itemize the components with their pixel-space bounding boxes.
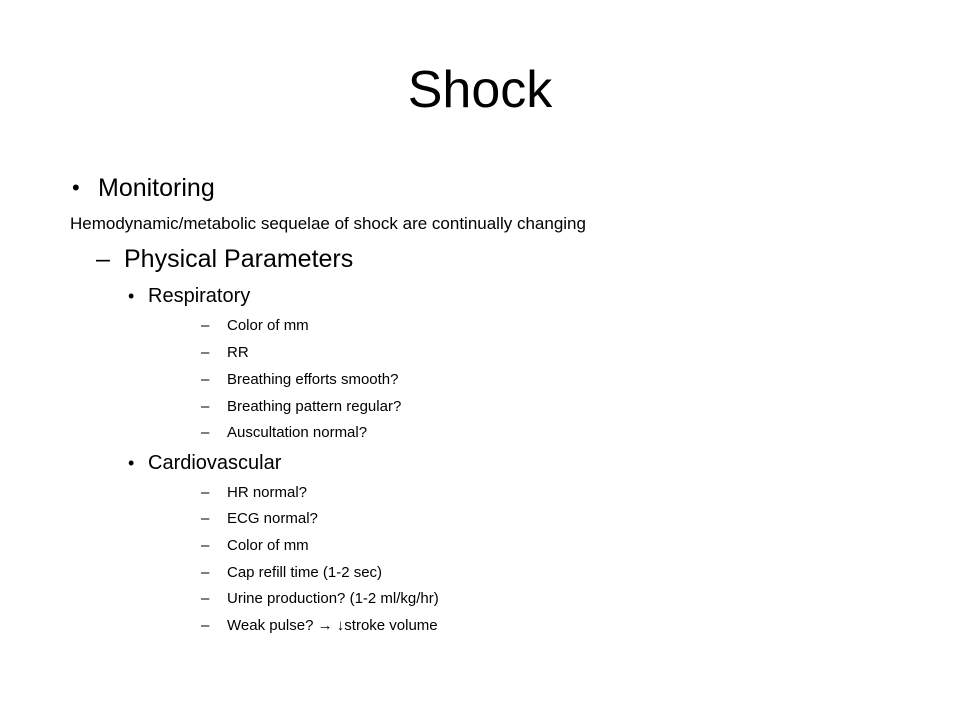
bullet-marker: • <box>128 286 135 306</box>
list-item-text: Weak pulse? → ↓stroke volume <box>227 617 438 634</box>
list-item <box>201 616 438 636</box>
list-item <box>201 370 399 390</box>
note-text: Hemodynamic/metabolic sequelae of shock are continually changing <box>70 214 586 233</box>
list-item <box>201 536 309 556</box>
list-item <box>201 343 249 363</box>
dash-marker: – <box>96 245 110 273</box>
list-item <box>201 483 308 503</box>
list-item-text: Auscultation normal? <box>227 424 368 441</box>
dash-marker: – <box>201 537 210 554</box>
list-item <box>201 397 402 417</box>
list-item-text: HR normal? <box>227 484 308 501</box>
list-item <box>201 563 383 583</box>
bullet-marker: • <box>128 453 135 473</box>
list-item-text: Breathing efforts smooth? <box>227 371 399 388</box>
list-item <box>201 423 368 443</box>
list-item-text: Urine production? (1-2 ml/kg/hr) <box>227 590 439 607</box>
list-item-text: Cap refill time (1-2 sec) <box>227 564 383 581</box>
dash-marker: – <box>201 510 210 527</box>
section-heading: Respiratory <box>148 285 251 307</box>
bullet-marker: • <box>72 175 80 200</box>
list-item <box>201 589 439 609</box>
bullet-text: Monitoring <box>98 174 215 202</box>
bullet-monitoring <box>72 172 215 204</box>
dash-marker: – <box>201 317 210 334</box>
list-item-text: Color of mm <box>227 317 309 334</box>
list-item-text: Color of mm <box>227 537 309 554</box>
dash-marker: – <box>201 484 210 501</box>
list-item <box>201 316 309 336</box>
list-item-text: RR <box>227 344 249 361</box>
dash-marker: – <box>201 424 210 441</box>
bullet-physical-parameters <box>96 243 354 275</box>
bullet-text: Physical Parameters <box>124 245 354 273</box>
list-item-text: ECG normal? <box>227 510 318 527</box>
section-heading: Cardiovascular <box>148 452 282 474</box>
list-item <box>201 509 318 529</box>
bullet-cardiovascular <box>128 450 282 476</box>
dash-marker: – <box>201 590 210 607</box>
dash-marker: – <box>201 344 210 361</box>
bullet-respiratory <box>128 283 251 309</box>
dash-marker: – <box>201 617 210 634</box>
slide-title: Shock <box>407 61 553 119</box>
dash-marker: – <box>201 398 210 415</box>
dash-marker: – <box>201 564 210 581</box>
dash-marker: – <box>201 371 210 388</box>
list-item-text: Breathing pattern regular? <box>227 398 402 415</box>
